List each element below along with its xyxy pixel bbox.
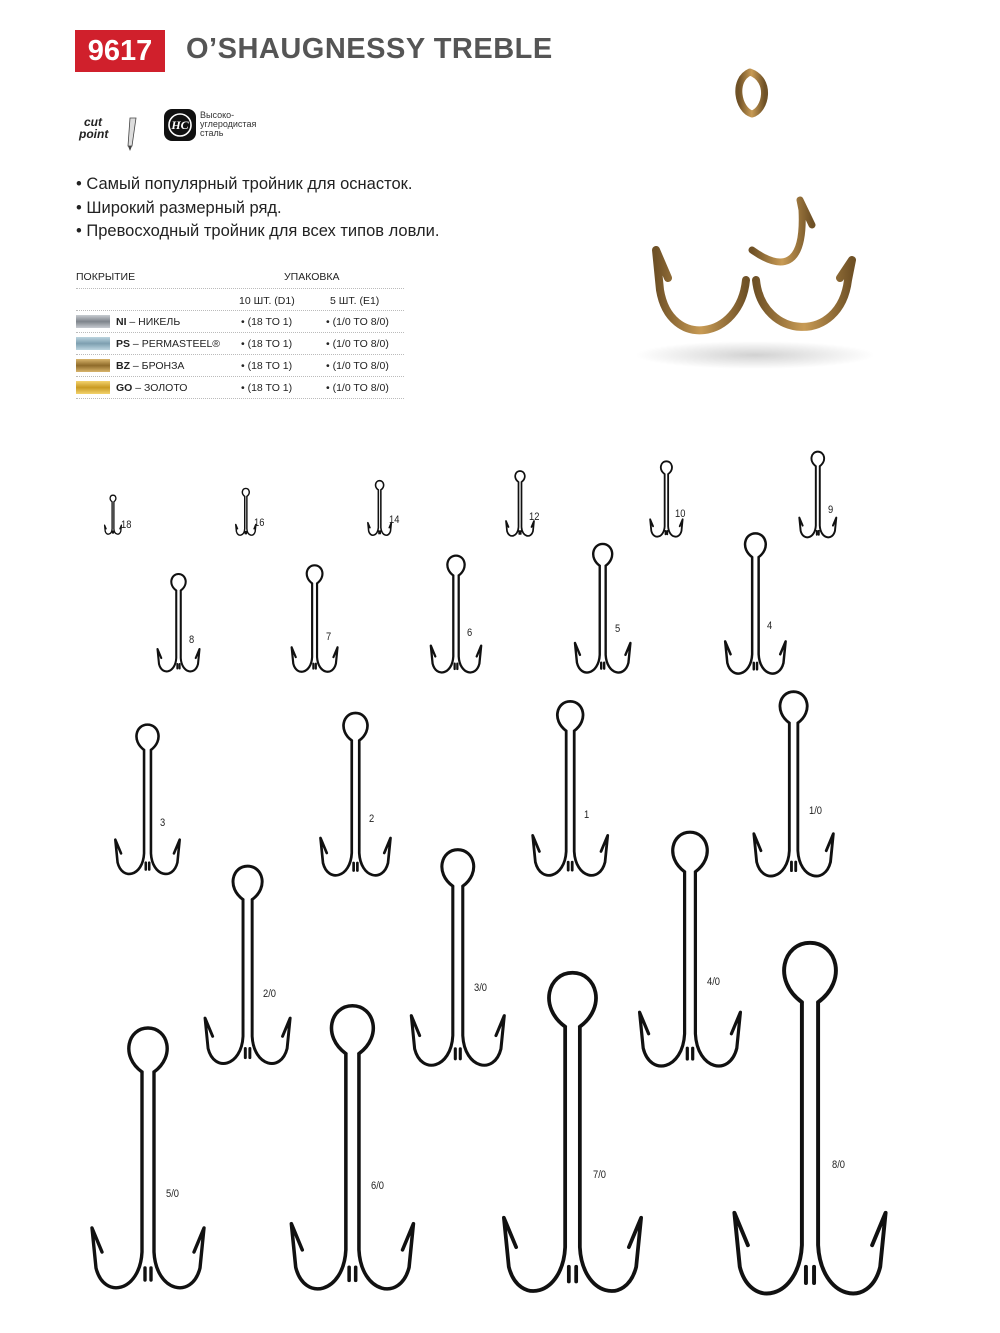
treble-hook-icon (751, 686, 836, 871)
hook-size-label: 8 (188, 633, 194, 646)
treble-hook-icon (113, 720, 182, 870)
hook-size-label: 12 (529, 511, 540, 523)
model-number-badge: 9617 (75, 30, 165, 72)
feature-item: • Самый популярный тройник для оснасток. (76, 175, 413, 193)
feature-list (76, 173, 439, 244)
hook-size-label: 16 (254, 516, 265, 529)
nickel-swatch (76, 315, 110, 328)
permasteel-swatch (76, 337, 110, 350)
product-photo (590, 50, 890, 380)
coating-row: NI – НИКЕЛЬ • (18 TO 1) • (1/0 TO 8/0) (76, 311, 404, 333)
bronze-swatch (76, 359, 110, 372)
hook-size-label: 8/0 (832, 1158, 846, 1171)
treble-hook-icon (798, 449, 838, 535)
gold-swatch (76, 381, 110, 394)
hook-size-label: 1/0 (808, 805, 822, 818)
hook-size-label: 4 (767, 619, 773, 632)
coating-row: GO – ЗОЛОТО • (18 TO 1) • (1/0 TO 8/0) (76, 377, 404, 399)
treble-hook-icon (499, 963, 646, 1282)
hook-size-label: 9 (827, 504, 834, 517)
treble-hook-icon (429, 552, 483, 669)
hook-size-label: 7/0 (592, 1169, 606, 1182)
hook-size-label: 3/0 (473, 982, 487, 995)
high-carbon-steel-logo (163, 108, 197, 142)
hook-size-label: 3 (159, 816, 166, 829)
hook-size-label: 6/0 (371, 1180, 385, 1193)
treble-hook-icon (287, 997, 418, 1280)
svg-text:point: point (79, 127, 109, 141)
treble-hook-icon (88, 1020, 208, 1280)
svg-text:HC: HC (171, 118, 189, 132)
coating-header: ПОКРЫТИЕ (76, 271, 136, 283)
pack-5-header: 5 ШТ. (E1) (330, 295, 380, 307)
pack-10-header: 10 ШТ. (D1) (239, 295, 295, 307)
hook-size-label: 4/0 (706, 976, 720, 989)
hook-size-label: 1 (584, 808, 590, 821)
hook-size-label: 18 (120, 519, 132, 532)
treble-hook-icon (290, 562, 339, 669)
treble-hook-icon (530, 696, 610, 870)
product-title: O’SHAUGNESSY TREBLE (186, 33, 553, 65)
treble-hook-icon (104, 494, 122, 533)
treble-hook-icon (723, 529, 788, 669)
hook-size-label: 2/0 (263, 988, 277, 1001)
treble-hook-icon (636, 825, 744, 1059)
hook-size-label: 7 (325, 630, 332, 643)
packing-header: УПАКОВКА (284, 271, 340, 283)
feature-item: • Превосходный тройник для всех типов ловли. (76, 222, 440, 240)
hook-size-label: 14 (388, 514, 399, 527)
treble-hook-icon (318, 708, 393, 871)
treble-hook-icon (408, 843, 508, 1059)
svg-text:cut: cut (84, 115, 102, 129)
cut-point-logo (78, 112, 140, 152)
feature-item: • Широкий размерный ряд. (76, 198, 282, 217)
treble-hook-icon (202, 860, 293, 1058)
high-carbon-caption: Высоко- углеродистая сталь (200, 110, 257, 138)
treble-hook-icon (505, 469, 535, 534)
coating-table (76, 266, 404, 399)
treble-hook-icon (649, 459, 684, 534)
hook-size-label: 6 (467, 627, 473, 640)
hook-size-label: 5/0 (166, 1188, 180, 1200)
hook-size-label: 10 (675, 507, 686, 520)
coating-row: PS – PERMASTEEL® • (18 TO 1) • (1/0 TO 8/0) (76, 333, 404, 355)
treble-hook-icon (573, 540, 632, 669)
treble-hook-icon (156, 571, 201, 669)
hook-size-label: 5 (614, 623, 621, 636)
treble-hook-icon (729, 932, 891, 1283)
coating-row: BZ – БРОНЗА • (18 TO 1) • (1/0 TO 8/0) (76, 355, 404, 377)
hook-size-label: 2 (368, 812, 374, 825)
